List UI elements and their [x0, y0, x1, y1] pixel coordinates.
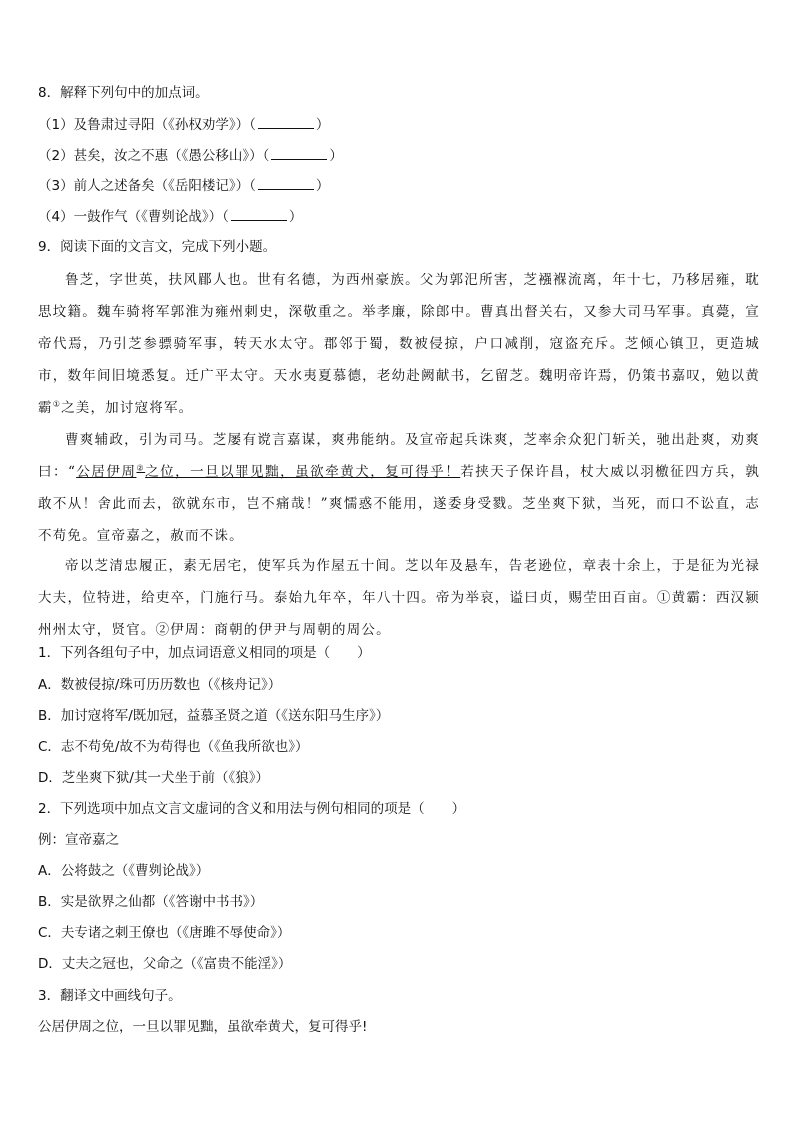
q8-item-2-text: （2）甚矣，汝之不惠（《愚公移山》）（ — [38, 148, 270, 164]
sub2-option-c[interactable]: C．夫专诸之刺王僚也（《唐雎不辱使命》） — [38, 925, 291, 941]
q8-item-2-blank[interactable] — [271, 147, 327, 160]
q8-item-2: （2）甚矣，汝之不惠（《愚公移山》）（ ） — [38, 148, 343, 164]
q8-item-1-text: （1）及鲁肃过寻阳（《孙权劝学》）（ — [38, 117, 256, 133]
passage-paragraph-3: 帝以芝清忠履正，素无居宅，使军兵为作屋五十间。芝以年及悬车，告老逊位，章表十余上，于是征为光禄大夫，位特进，给吏卒，门施行马。泰始九年卒，年八十四。帝为举哀，谥曰贞，赐茔田百亩。①黄霸：西汉颍州州太守，贤官。②伊周：商朝的伊尹与周朝的周公。 — [38, 558, 760, 638]
q8-item-3-blank[interactable] — [258, 177, 314, 190]
sub1-option-a[interactable]: A．数被侵掠/珠可历历数也（《核舟记》） — [38, 677, 282, 693]
sub2-option-b[interactable]: B．实是欲界之仙都（《答谢中书书》） — [38, 894, 264, 910]
sub1-option-c[interactable]: C．志不苟免/故不为苟得也（《鱼我所欲也》） — [38, 739, 309, 755]
q8-item-4: （4）一鼓作气（《曹刿论战》）（ ） — [38, 209, 303, 225]
q8-item-4-text: （4）一鼓作气（《曹刿论战》）（ — [38, 209, 229, 225]
q8-item-1-blank[interactable] — [258, 116, 314, 129]
sub1-title: 1．下列各组句子中，加点词语意义相同的项是（ ） — [38, 645, 371, 661]
sub3-sentence: 公居伊周之位，一旦以罪见黜，虽欲牵黄犬，复可得乎! — [38, 1019, 368, 1035]
sub2-title: 2．下列选项中加点文言文虚词的含义和用法与例句相同的项是（ ） — [38, 801, 466, 817]
q9-title: 9．阅读下面的文言文，完成下列小题。 — [38, 239, 277, 255]
sub1-option-b[interactable]: B．加讨寇将军/既加冠，益慕圣贤之道（《送东阳马生序》） — [38, 708, 390, 724]
q8-item-4-blank[interactable] — [231, 208, 287, 221]
q8-item-3: （3）前人之述备矣（《岳阳楼记》）（ ） — [38, 178, 330, 194]
underlined-sentence: 公居伊周 — [76, 464, 137, 480]
q8-item-1: （1）及鲁肃过寻阳（《孙权劝学》）（ ） — [38, 117, 330, 133]
passage-paragraph-2: 曹爽辅政，引为司马。芝屡有谠言嘉谋，爽弗能纳。及宣帝起兵诛爽，芝率余众犯门斩关，驰出赴爽，劝爽曰：“公居伊周②之位，一旦以罪见黜，虽欲牵黄犬，复可得乎！若挟天子保许昌，杖大威以羽檄征四方兵，孰敢不从！舍此而去，欲就东市，岂不痛哉！”爽懦惑不能用，遂委身受戮。芝坐爽下狱，当死，而口不讼直，志不苟免。宣帝嘉之，赦而不诛。 — [38, 432, 761, 544]
q8-item-3-text: （3）前人之述备矣（《岳阳楼记》）（ — [38, 178, 256, 194]
sub2-example: 例：宣帝嘉之 — [38, 832, 119, 848]
sub2-option-d[interactable]: D．丈夫之冠也，父命之（《富贵不能淫》） — [38, 956, 292, 972]
passage-paragraph-1: 鲁芝，字世英，扶风郿人也。世有名德，为西州豪族。父为郭汜所害，芝襁褓流离，年十七，乃移居雍，耽思坟籍。魏车骑将军郭淮为雍州刺史，深敬重之。举孝廉，除郎中。曹真出督关右，又参大司马军事。真薨，宣帝代焉，乃引芝参骠骑军事，转天水太守。郡邻于蜀，数被侵掠，户口减削，寇盗充斥。芝倾心镇卫，更造城市，数年间旧境悉复。迁广平太守。天水夷夏慕德，老幼赴阙献书，乞留芝。魏明帝许焉，仍策书嘉叹，勉以黄霸①之美，加讨寇将军。 — [38, 272, 760, 416]
q8-title: 8．解释下列句中的加点词。 — [38, 85, 209, 101]
sub3-title: 3．翻译文中画线句子。 — [38, 988, 182, 1004]
sub1-option-d[interactable]: D．芝坐爽下狱/其一犬坐于前（《狼》） — [38, 770, 269, 786]
sub2-option-a[interactable]: A．公将鼓之（《曹刿论战》） — [38, 863, 210, 879]
